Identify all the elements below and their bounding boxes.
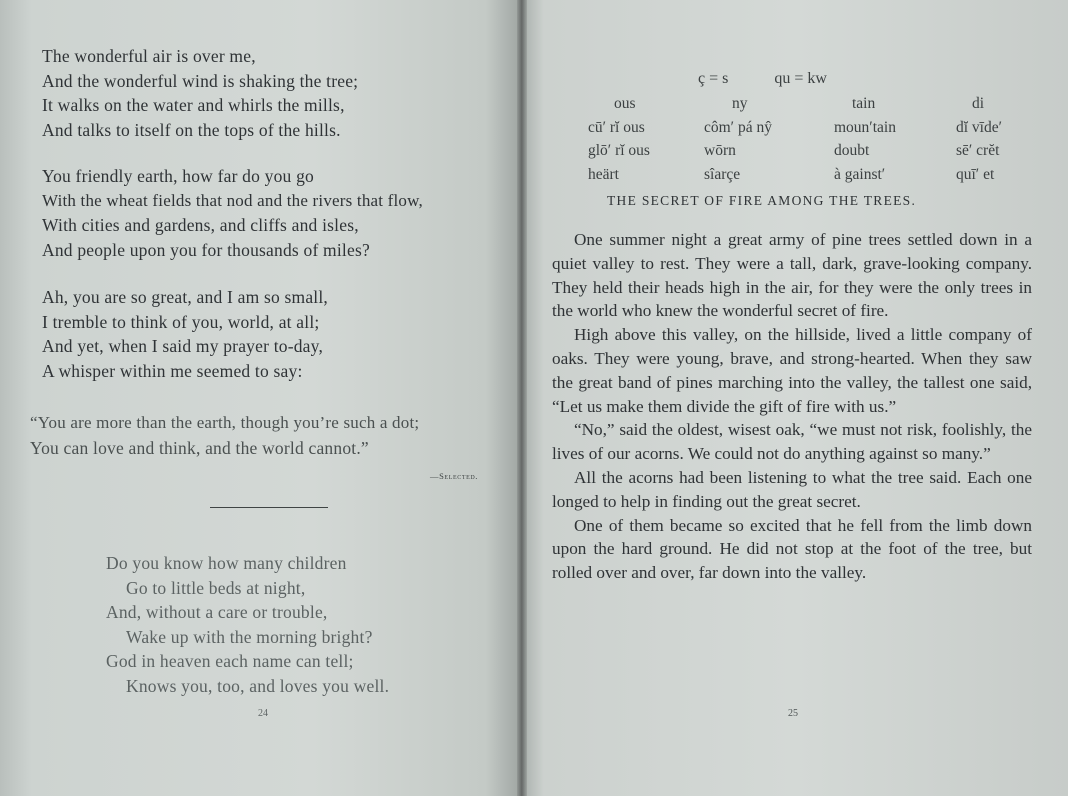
poem-line: And the wonderful wind is shaking the tree; — [42, 70, 359, 91]
vocab-word: glō′ rĭ ous — [588, 142, 650, 159]
char-key: ç = s — [698, 70, 729, 87]
vocab-word: wōrn — [704, 142, 736, 159]
story-paragraph: One summer night a great army of pine trees settled down in a quiet valley to rest. They were a tall, dark, grave-looking company. They held their heads high in the air, for they were the only trees in the world who knew the wonderful secret of fire. — [552, 230, 1032, 321]
story-paragraph: High above this valley, on the hillside, lived a little company of oaks. They were young, brave, and strong-hearted. When they saw the great band of pines marching into the valley, the tallest one said, “Let us make them divide the gift of fire with us.” — [552, 325, 1032, 416]
poem-stanza-4 — [30, 411, 510, 460]
vocab-word: à gainst′ — [834, 165, 886, 183]
vocab-word: quī′ et — [956, 165, 995, 183]
poem-line: Go to little beds at night, — [126, 577, 306, 598]
vocab-column — [834, 92, 896, 186]
poem-line: With the wheat fields that nod and the rivers that flow, — [42, 190, 423, 210]
vocab-word: cū′ rĭ ous — [588, 118, 645, 136]
poem-stanza-1 — [42, 44, 522, 142]
vocab-column — [588, 92, 650, 186]
poem-line: A whisper within me seemed to say: — [42, 360, 303, 381]
story-paragraph: “No,” said the oldest, wisest oak, “we must not risk, foolishly, the lives of our acorns. We could not do anything against so many.” — [552, 420, 1032, 464]
book-gutter — [517, 0, 527, 796]
poem-line: And, without a care or trouble, — [106, 602, 328, 623]
vocab-word: dĭ vīde′ — [956, 118, 1003, 136]
page-number: 25 — [788, 708, 798, 719]
vocab-column — [704, 92, 772, 186]
vocab-word: ous — [614, 95, 636, 112]
poem-stanza-3 — [42, 285, 522, 383]
poem-line: God in heaven each name can tell; — [106, 651, 354, 672]
story-body — [552, 228, 1032, 585]
vocab-word: côm′ pá nŷ — [704, 118, 772, 136]
vocab-word: di — [972, 95, 985, 112]
poem-line: I tremble to think of you, world, at all; — [42, 311, 320, 332]
vocab-column — [956, 92, 1002, 186]
poem-line: You friendly earth, how far do you go — [42, 166, 314, 186]
poem-line: Wake up with the morning bright? — [126, 626, 373, 647]
poem-line: It walks on the water and whirls the mills, — [42, 95, 345, 115]
poem-line: “You are more than the earth, though you’re such a dot; — [30, 413, 420, 432]
second-poem — [106, 551, 586, 699]
section-divider — [210, 507, 328, 508]
poem-line: And talks to itself on the tops of the hills. — [42, 119, 341, 140]
left-page — [0, 0, 522, 796]
vocab-word: heärt — [588, 165, 619, 183]
page-number: 24 — [258, 708, 268, 719]
story-paragraph: One of them became so excited that he fell from the limb down upon the hard ground. He did not stop at the foot of the tree, but rolled over and over, far down into the valley. — [552, 515, 1032, 583]
poem-line: Do you know how many children — [106, 553, 347, 573]
poem-credit: —Selected. — [430, 471, 479, 481]
story-title: THE SECRET OF FIRE AMONG THE TREES. — [607, 193, 917, 208]
story-paragraph: All the acorns had been listening to what the tree said. Each one longed to help in finding out the great secret. — [552, 467, 1032, 511]
poem-line: With cities and gardens, and cliffs and isles, — [42, 215, 359, 235]
poem-line: Knows you, too, and loves you well. — [126, 675, 390, 696]
vocab-word: tain — [852, 95, 876, 112]
poem-line: The wonderful air is over me, — [42, 46, 256, 66]
poem-line: Ah, you are so great, and I am so small, — [42, 287, 328, 307]
vocab-word: sē′ crĕt — [956, 142, 1000, 159]
char-key: qu = kw — [774, 70, 827, 87]
pronunciation-key — [698, 70, 873, 88]
vocab-word: ny — [732, 95, 748, 112]
poem-line: You can love and think, and the world cannot.” — [30, 437, 369, 458]
poem-line: And yet, when I said my prayer to-day, — [42, 336, 324, 356]
poem-stanza-2 — [42, 164, 522, 262]
vocab-word: sîarçe — [704, 165, 741, 183]
vocab-word: moun′tain — [834, 118, 896, 136]
vocab-word: doubt — [834, 142, 870, 159]
poem-line: And people upon you for thousands of miles? — [42, 239, 370, 260]
